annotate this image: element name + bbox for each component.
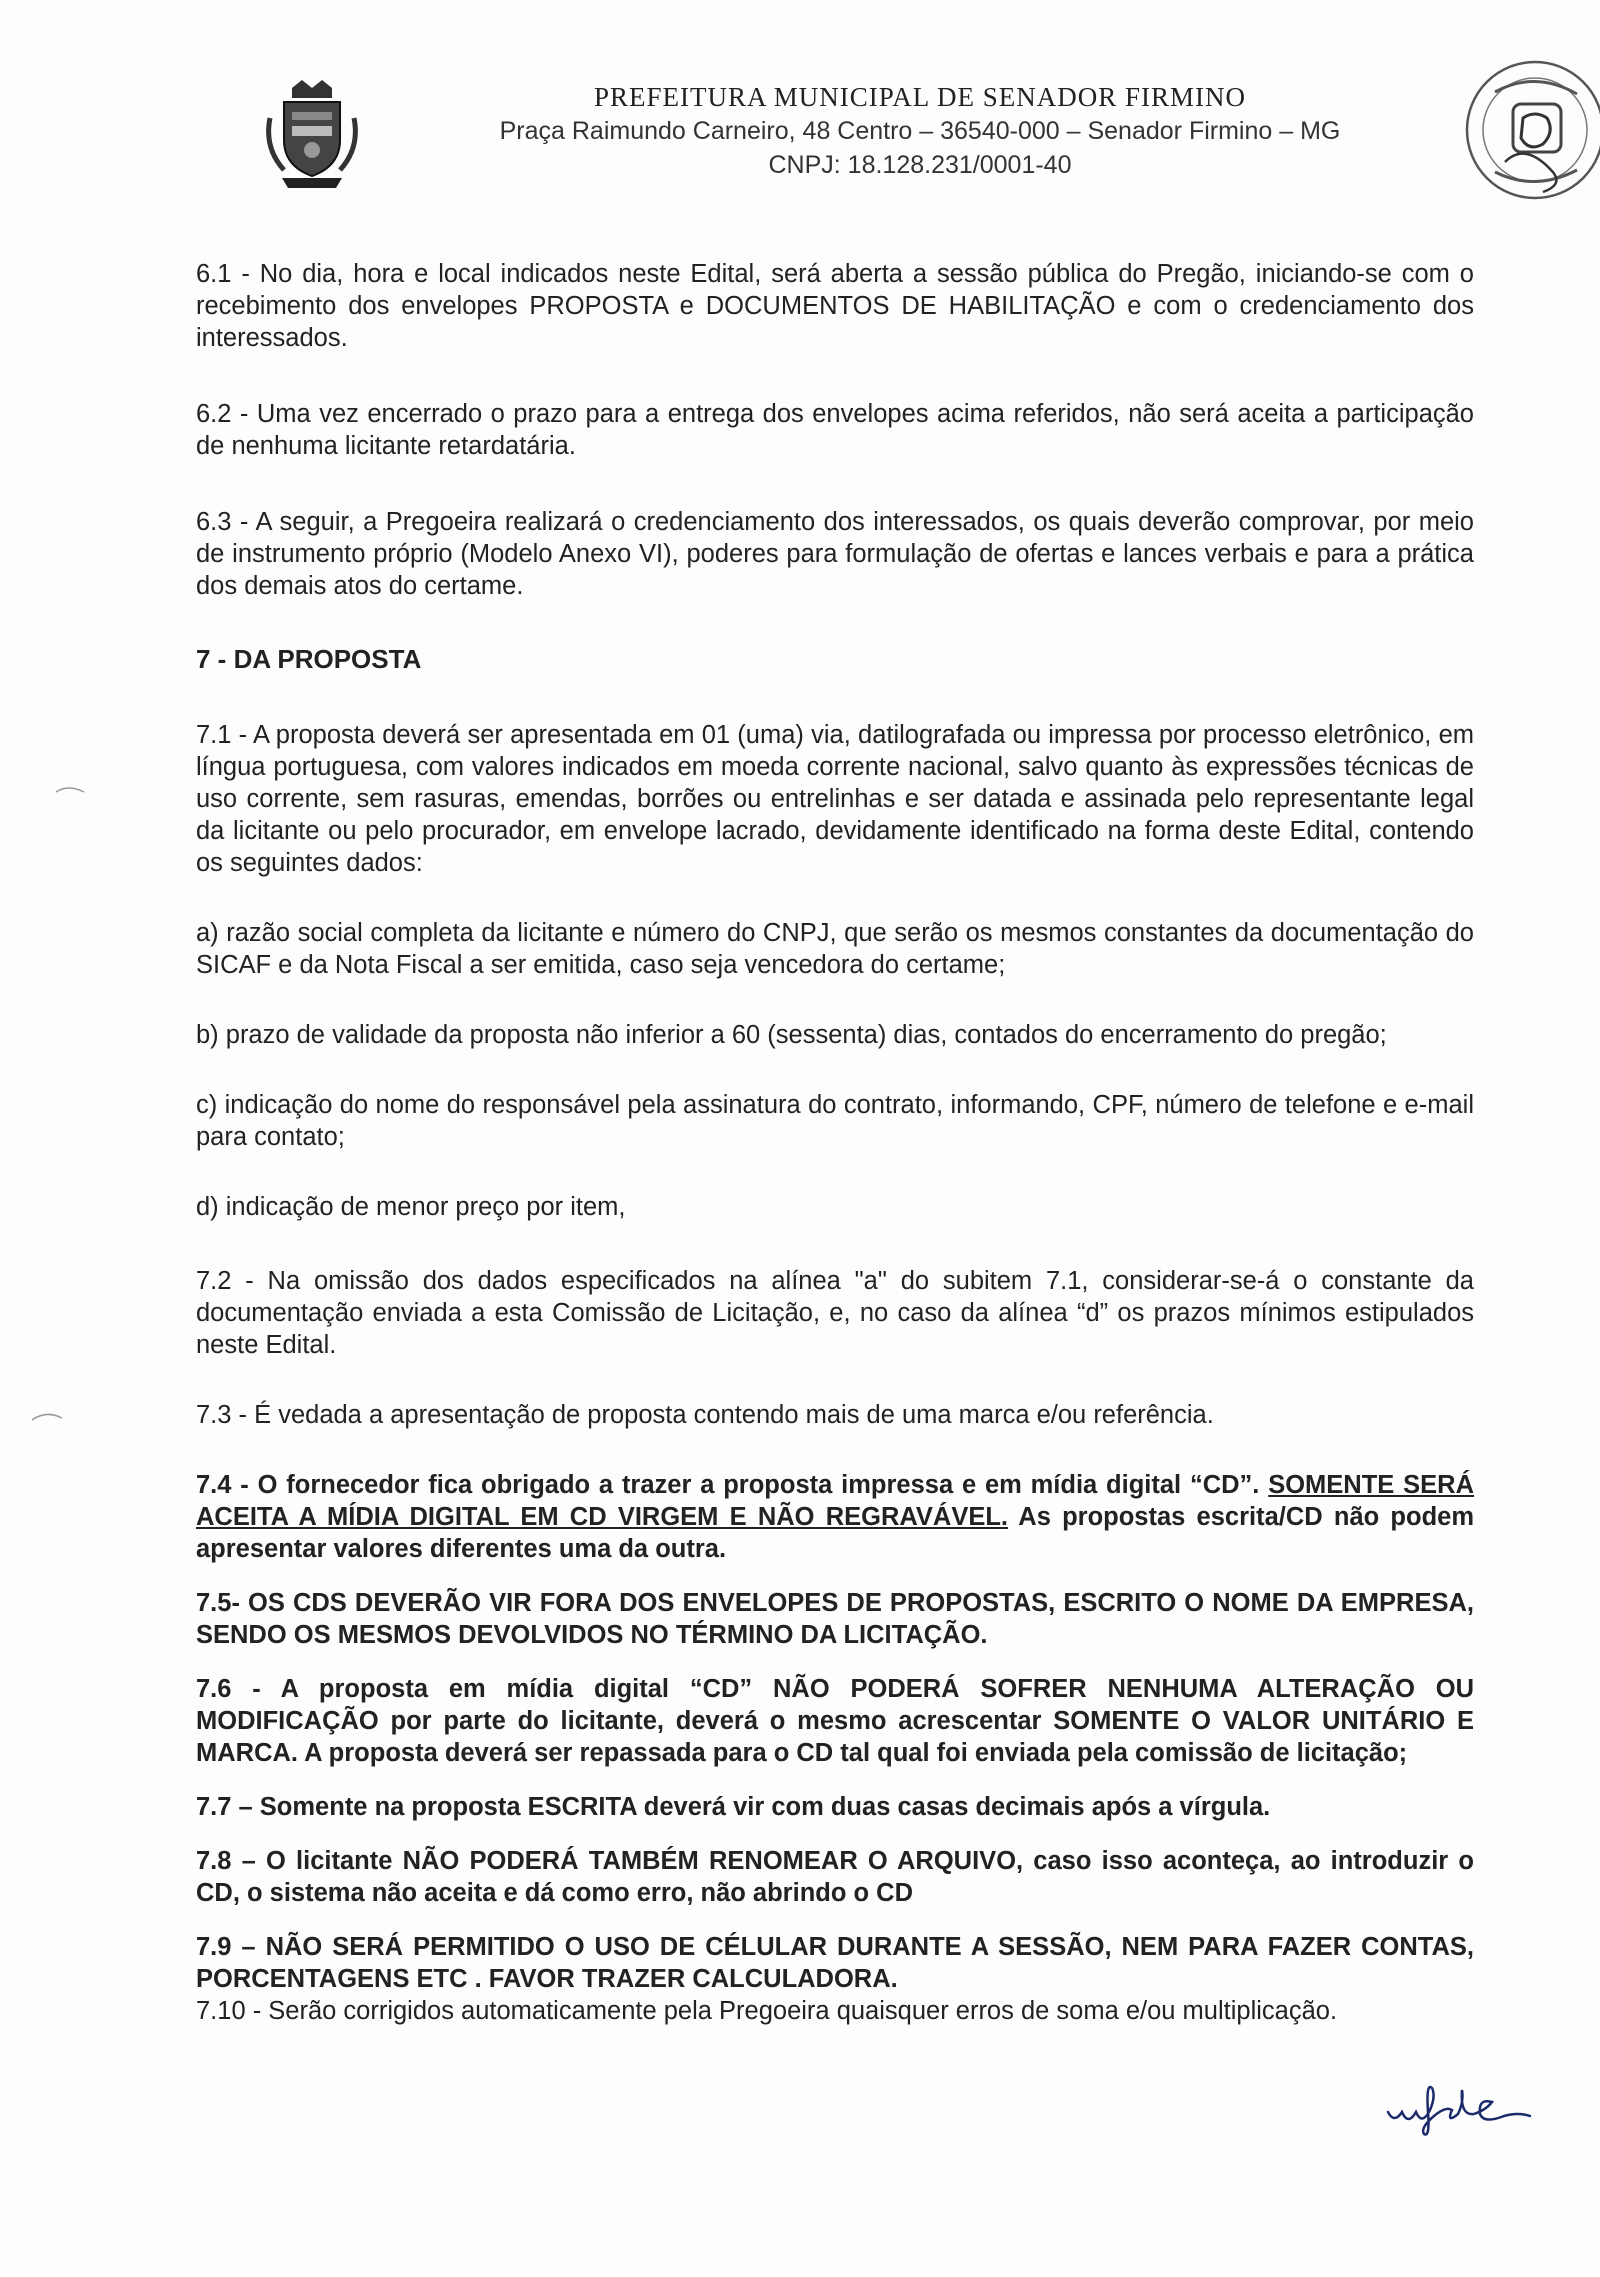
paragraph-7-4 [196, 1469, 1474, 1565]
paragraph-7-6: 7.6 - A proposta em mídia digital “CD” NÃO PODERÁ SOFRER NENHUMA ALTERAÇÃO OU MODIFICAÇÃO por parte do licitante, deverá o mesmo acrescentar SOMENTE O VALOR UNITÁRIO E MARCA. A proposta deverá ser repassada para o CD tal qual foi enviada pela comissão de licitação; [196, 1675, 1474, 1767]
municipal-crest-icon [262, 78, 362, 190]
paragraph-7-3: 7.3 - É vedada a apresentação de proposta contendo mais de uma marca e/ou referência. [196, 1401, 1214, 1429]
item-7-1-d: d) indicação de menor preço por item, [196, 1193, 626, 1221]
paragraph-7-5: 7.5- OS CDS DEVERÃO VIR FORA DOS ENVELOPES DE PROPOSTAS, ESCRITO O NOME DA EMPRESA, SENDO OS MESMOS DEVOLVIDOS NO TÉRMINO DA LICITAÇÃO. [196, 1589, 1474, 1649]
municipality-title: PREFEITURA MUNICIPAL DE SENADOR FIRMINO [593, 82, 1247, 112]
paragraph-6-2: 6.2 - Uma vez encerrado o prazo para a entrega dos envelopes acima referidos, não será aceita a participação de nenhuma licitante retardatária. [196, 400, 1474, 460]
signature-initials-icon [1380, 2072, 1550, 2142]
item-7-1-a: a) razão social completa da licitante e número do CNPJ, que serão os mesmos constantes da documentação do SICAF e da Nota Fiscal a ser emitida, caso seja vencedora do certame; [196, 919, 1474, 979]
letterhead [440, 80, 1400, 182]
paragraph-7-1: 7.1 - A proposta deverá ser apresentada em 01 (uma) via, datilografada ou impressa por processo eletrônico, em língua portuguesa, com valores indicados em moeda corrente nacional, salvo quanto às expressões técnicas de uso corrente, sem rasuras, emendas, borrões ou entrelinhas e ser datada e assinada pelo representante legal da licitante ou pelo procurador, em envelope lacrado, devidamente identificado na forma deste Edital, contendo os seguintes dados: [196, 721, 1474, 877]
paragraph-7-9: 7.9 – NÃO SERÁ PERMITIDO O USO DE CÉLULAR DURANTE A SESSÃO, NEM PARA FAZER CONTAS, PORCENTAGENS ETC . FAVOR TRAZER CALCULADORA. [196, 1933, 1474, 1993]
paragraph-6-3: 6.3 - A seguir, a Pregoeira realizará o credenciamento dos interessados, os quais deverão comprovar, por meio de instrumento próprio (Modelo Anexo VI), poderes para formulação de ofertas e lances verbais e para a prática dos demais atos do certame. [196, 508, 1474, 600]
paragraph-7-10: 7.10 - Serão corrigidos automaticamente pela Pregoeira quaisquer erros de soma e/ou multiplicação. [196, 1997, 1338, 2025]
item-7-1-b: b) prazo de validade da proposta não inferior a 60 (sessenta) dias, contados do encerramento do pregão; [196, 1021, 1387, 1049]
paragraph-7-4-tail: As propostas escrita/CD não podem apresentar valores diferentes uma da outra. [196, 1503, 1475, 1563]
paragraph-7-4-lead: 7.4 - O fornecedor fica obrigado a trazer a proposta impressa e em mídia digital “CD”. [196, 1471, 1260, 1499]
municipality-cnpj: CNPJ: 18.128.231/0001-40 [768, 151, 1072, 179]
item-7-1-c: c) indicação do nome do responsável pela assinatura do contrato, informando, CPF, número de telefone e e-mail para contato; [196, 1091, 1474, 1151]
margin-mark-icon [28, 1408, 68, 1428]
document-body [196, 258, 1474, 2027]
margin-mark-icon [52, 780, 92, 800]
paragraph-7-4-underlined: SOMENTE SERÁ ACEITA A MÍDIA DIGITAL EM CD VIRGEM E NÃO REGRAVÁVEL. [196, 1471, 1474, 1531]
commission-stamp-icon [1455, 52, 1600, 222]
paragraph-7-2: 7.2 - Na omissão dos dados especificados na alínea "a" do subitem 7.1, considerar-se-á o constante da documentação enviada a esta Comissão de Licitação, e, no caso da alínea “d” os prazos mínimos estipulados neste Edital. [196, 1267, 1474, 1359]
paragraph-7-7: 7.7 – Somente na proposta ESCRITA deverá vir com duas casas decimais após a vírgula. [196, 1793, 1271, 1821]
paragraph-6-1: 6.1 - No dia, hora e local indicados neste Edital, será aberta a sessão pública do Pregão, iniciando-se com o recebimento dos envelopes PROPOSTA e DOCUMENTOS DE HABILITAÇÃO e com o credenciamento dos interessados. [196, 260, 1474, 352]
section-title-7: 7 - DA PROPOSTA [196, 644, 422, 674]
municipality-address: Praça Raimundo Carneiro, 48 Centro – 36540-000 – Senador Firmino – MG [499, 117, 1341, 145]
paragraph-7-8: 7.8 – O licitante NÃO PODERÁ TAMBÉM RENOMEAR O ARQUIVO, caso isso aconteça, ao introduzir o CD, o sistema não aceita e dá como erro, não abrindo o CD [196, 1847, 1474, 1907]
